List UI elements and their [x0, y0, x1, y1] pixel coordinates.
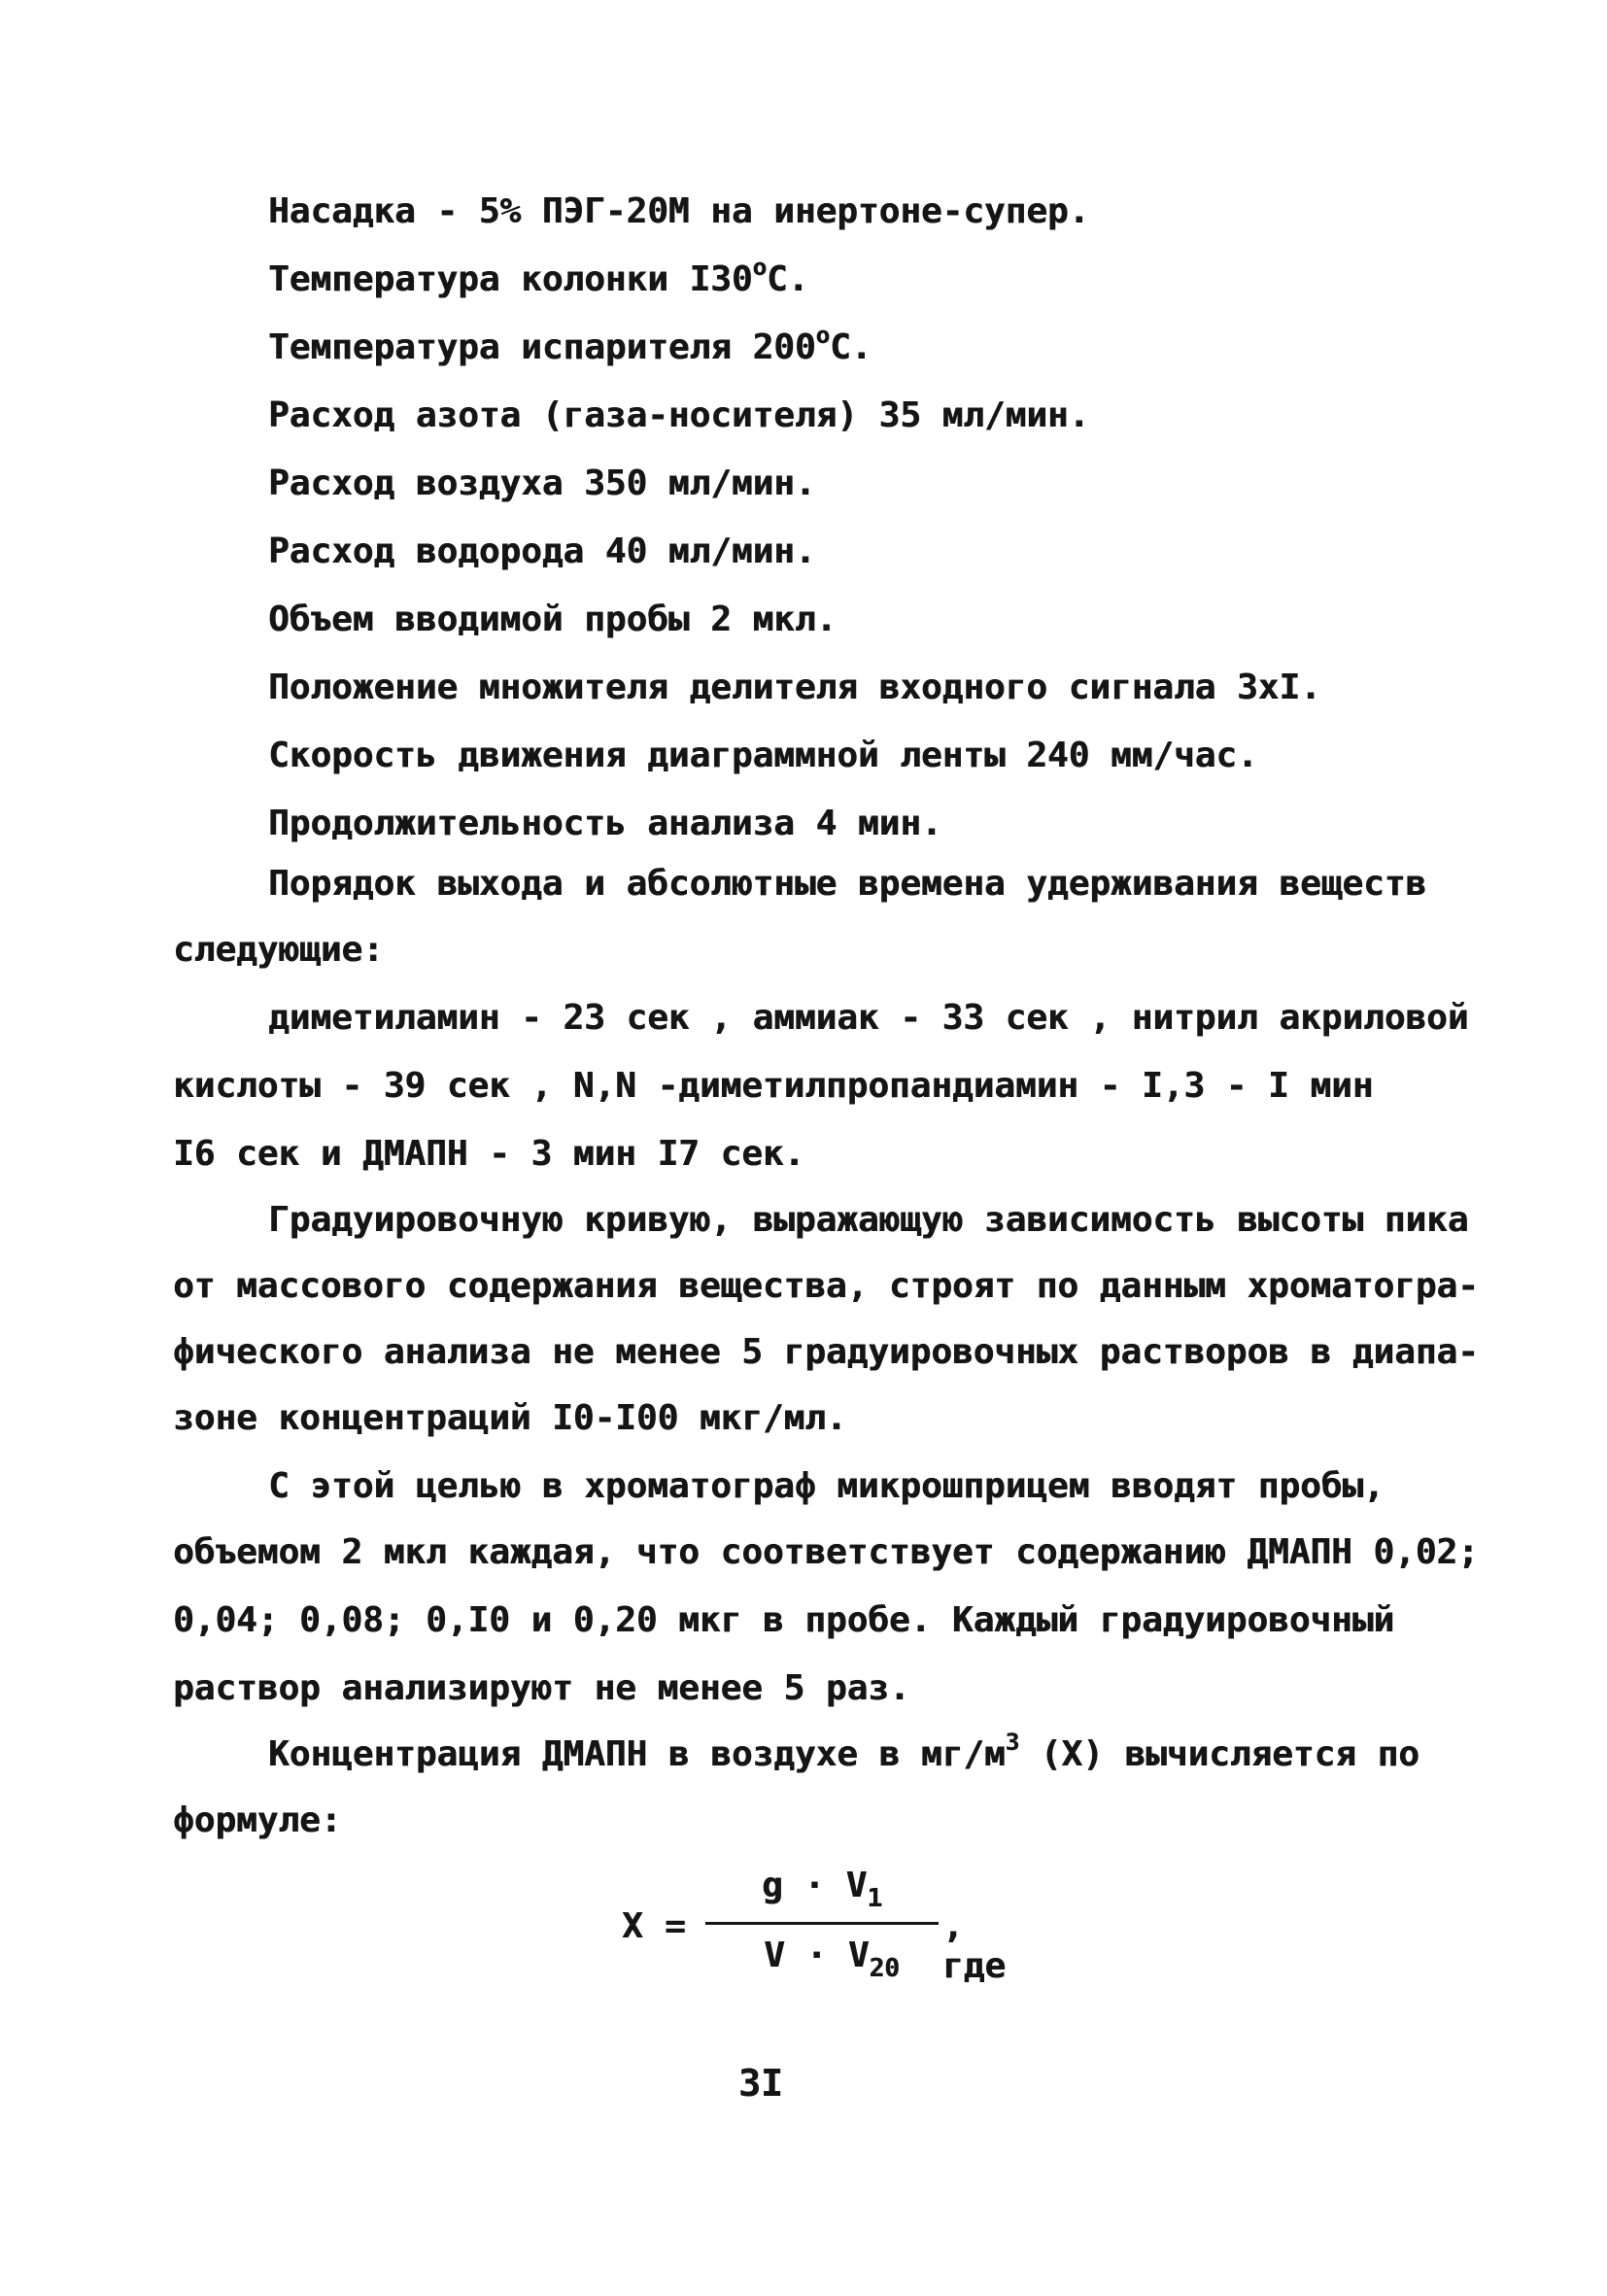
- numerator-subscript: 1: [867, 1884, 883, 1913]
- times-line-2: кислоты - 39 сек , N,N -диметилпропандиамин - I,3 - I мин: [173, 1066, 1374, 1106]
- unit-celsius: С.: [829, 327, 872, 367]
- inject-line-4: раствор анализируют не менее 5 раз.: [173, 1668, 910, 1708]
- param-packing: Насадка - 5% ПЭГ-20М на инертоне-супер.: [268, 191, 1090, 231]
- param-evaporator-temp-text: Температура испарителя 200: [268, 327, 816, 367]
- inject-line-3: 0,04; 0,08; 0,I0 и 0,20 мкг в пробе. Каждый градуировочный: [173, 1600, 1395, 1640]
- param-hydrogen-flow: Расход водорода 40 мл/мин.: [268, 531, 816, 571]
- param-tape-speed: Скорость движения диаграммной ленты 240 мм/час.: [268, 736, 1258, 775]
- formula-where: , где: [942, 1906, 1007, 1986]
- param-signal-divider: Положение множителя делителя входного сигнала 3хI.: [268, 668, 1321, 707]
- calib-line-1: Градуировочную кривую, выражающую зависимость высоты пика: [268, 1200, 1469, 1240]
- fraction-bar: [705, 1922, 939, 1925]
- param-air-flow: Расход воздуха 350 мл/мин.: [268, 463, 816, 503]
- concentration-formula: [622, 1866, 1030, 1992]
- inject-line-1: С этой целью в хроматограф микрошприцем вводят пробы,: [268, 1466, 1385, 1506]
- param-nitrogen-flow: Расход азота (газа-носителя) 35 мл/мин.: [268, 395, 1090, 435]
- param-analysis-duration: Продолжительность анализа 4 мин.: [268, 804, 942, 843]
- inject-line-2: объемом 2 мкл каждая, что соответствует содержанию ДМАПН 0,02;: [173, 1532, 1479, 1572]
- formula-numerator: [735, 1866, 909, 1913]
- order-paragraph-line-2: следующие:: [173, 930, 384, 970]
- param-sample-volume: Объем вводимой пробы 2 мкл.: [268, 600, 838, 639]
- unit-celsius: С.: [766, 259, 809, 299]
- formula-equals: =: [665, 1906, 686, 1946]
- page-number: 3I: [738, 2062, 783, 2105]
- conc-line-1-tail: (Х) вычисляется по: [1019, 1734, 1419, 1774]
- order-paragraph-line-1: Порядок выхода и абсолютные времена удерживания веществ: [268, 864, 1427, 904]
- param-evaporator-temp: [268, 322, 872, 372]
- numerator-text: g · V: [761, 1866, 868, 1905]
- conc-line-2: формуле:: [173, 1800, 342, 1840]
- conc-line-1-text: Концентрация ДМАПН в воздухе в мг/м: [268, 1734, 1006, 1774]
- denominator-subscript: 20: [869, 1954, 900, 1983]
- times-line-1: диметиламин - 23 сек , аммиак - 33 сек , нитрил акриловой: [268, 998, 1469, 1038]
- calib-line-3: фического анализа не менее 5 градуировочных растворов в диапа-: [173, 1332, 1479, 1372]
- calib-line-2: от массового содержания вещества, строят по данным хроматогра-: [173, 1266, 1479, 1306]
- degree-sign: o: [815, 322, 830, 349]
- conc-line-1: [268, 1729, 1419, 1779]
- cubic-superscript: 3: [1005, 1729, 1020, 1756]
- denominator-text: V · V: [764, 1936, 870, 1975]
- formula-lhs: Х: [622, 1906, 643, 1946]
- degree-sign: o: [752, 254, 767, 281]
- param-column-temp-text: Температура колонки I30: [268, 259, 753, 299]
- param-column-temp: [268, 254, 809, 304]
- calib-line-4: зоне концентраций I0-I00 мкг/мл.: [173, 1398, 847, 1438]
- times-line-3: I6 сек и ДМАПН - 3 мин I7 сек.: [173, 1134, 805, 1174]
- formula-denominator: [735, 1936, 929, 1983]
